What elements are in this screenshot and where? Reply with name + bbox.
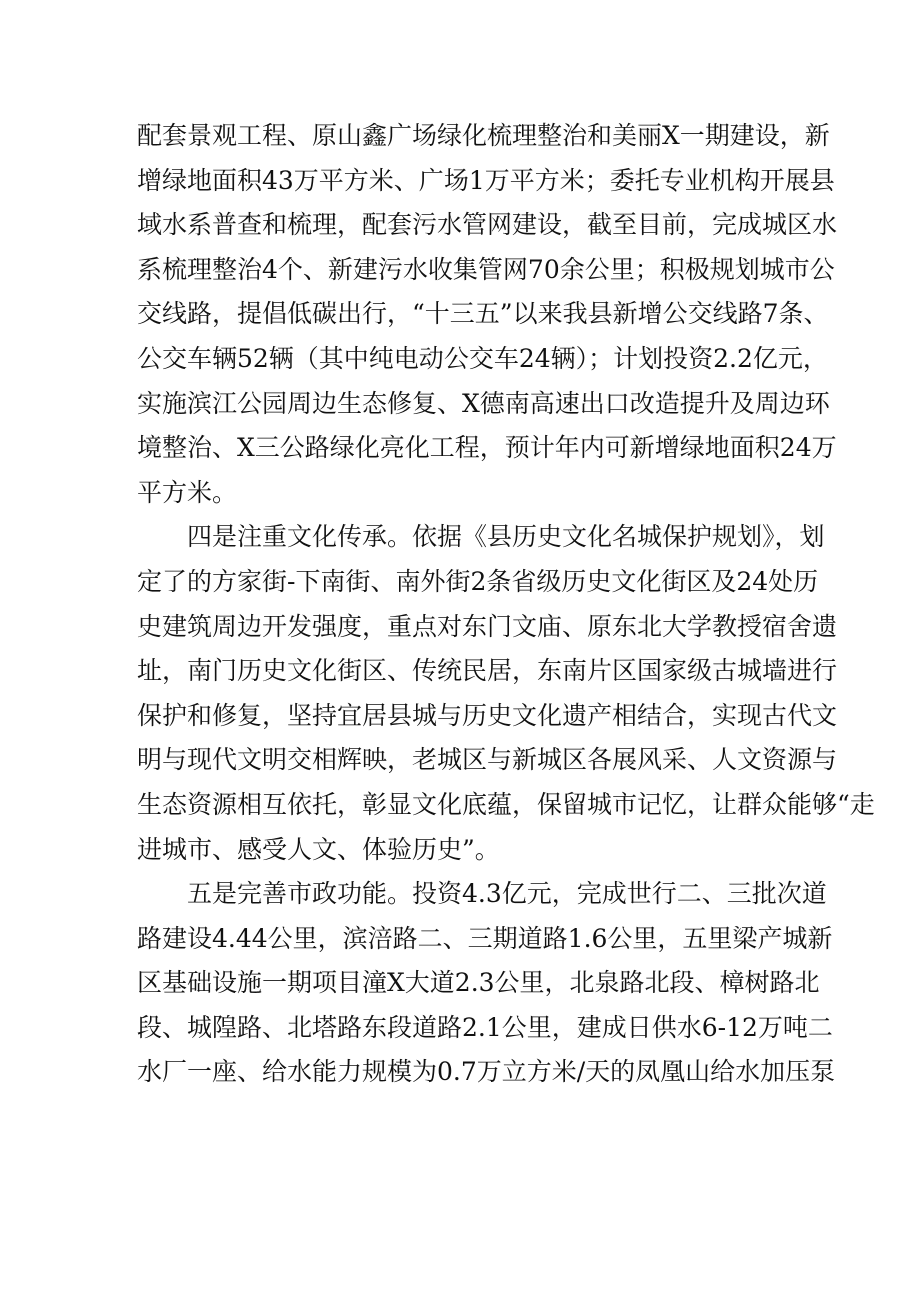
text-line: 系梳理整治4个、新建污水收集管网70余公里；积极规划城市公 — [137, 254, 835, 284]
text-line: 进城市、感受人文、体验历史”。 — [137, 834, 500, 864]
text-line: 平方米。 — [137, 477, 238, 507]
text-line: 定了的方家街-下南街、南外街2条省级历史文化街区及24处历 — [137, 566, 819, 596]
text-line: 生态资源相互依托，彰显文化底蕴，保留城市记忆，让群众能够“走 — [137, 789, 875, 819]
text-line: 配套景观工程、原山鑫广场绿化梳理整治和美丽X一期建设，新 — [137, 121, 830, 150]
text-line: 水厂一座、给水能力规模为0.7万立方米/天的凤凰山给水加压泵 — [137, 1057, 836, 1087]
paragraph-culture-heritage — [137, 515, 875, 872]
text-line: 明与现代文明交相辉映，老城区与新城区各展风采、人文资源与 — [137, 745, 838, 775]
text-line: 址，南门历史文化街区、传统民居，东南片区国家级古城墙进行 — [137, 656, 838, 686]
text-line: 区基础设施一期项目潼X大道2.3公里，北泉路北段、樟树路北 — [137, 968, 820, 998]
text-line: 公交车辆52辆（其中纯电动公交车24辆）；计划投资2.2亿元， — [137, 343, 828, 373]
text-line: 保护和修复，坚持宜居县城与历史文化遗产相结合，实现古代文 — [137, 700, 838, 730]
text-line: 四是注重文化传承。依据《县历史文化名城保护规划》，划 — [187, 522, 825, 552]
paragraph-continued — [137, 114, 838, 515]
paragraph-municipal-functions — [137, 872, 836, 1095]
text-line: 史建筑周边开发强度，重点对东门文庙、原东北大学教授宿舍遗 — [137, 611, 838, 641]
text-line: 五是完善市政功能。投资4.3亿元，完成世行二、三批次道 — [187, 879, 827, 909]
text-line: 交线路，提倡低碳出行，“十三五”以来我县新增公交线路7条、 — [137, 299, 829, 329]
document-body — [137, 114, 875, 1095]
text-line: 域水系普查和梳理，配套污水管网建设，截至目前，完成城区水 — [137, 210, 838, 240]
text-line: 实施滨江公园周边生态修复、X德南高速出口改造提升及周边环 — [137, 388, 830, 418]
text-line: 境整治、X三公路绿化亮化工程，预计年内可新增绿地面积24万 — [137, 433, 837, 463]
text-line: 段、城隍路、北塔路东段道路2.1公里，建成日供水6-12万吨二 — [137, 1012, 833, 1042]
text-line: 增绿地面积43万平方米、广场1万平方米；委托专业机构开展县 — [137, 165, 835, 195]
text-line: 路建设4.44公里，滨涪路二、三期道路1.6公里，五里梁产城新 — [137, 923, 833, 953]
